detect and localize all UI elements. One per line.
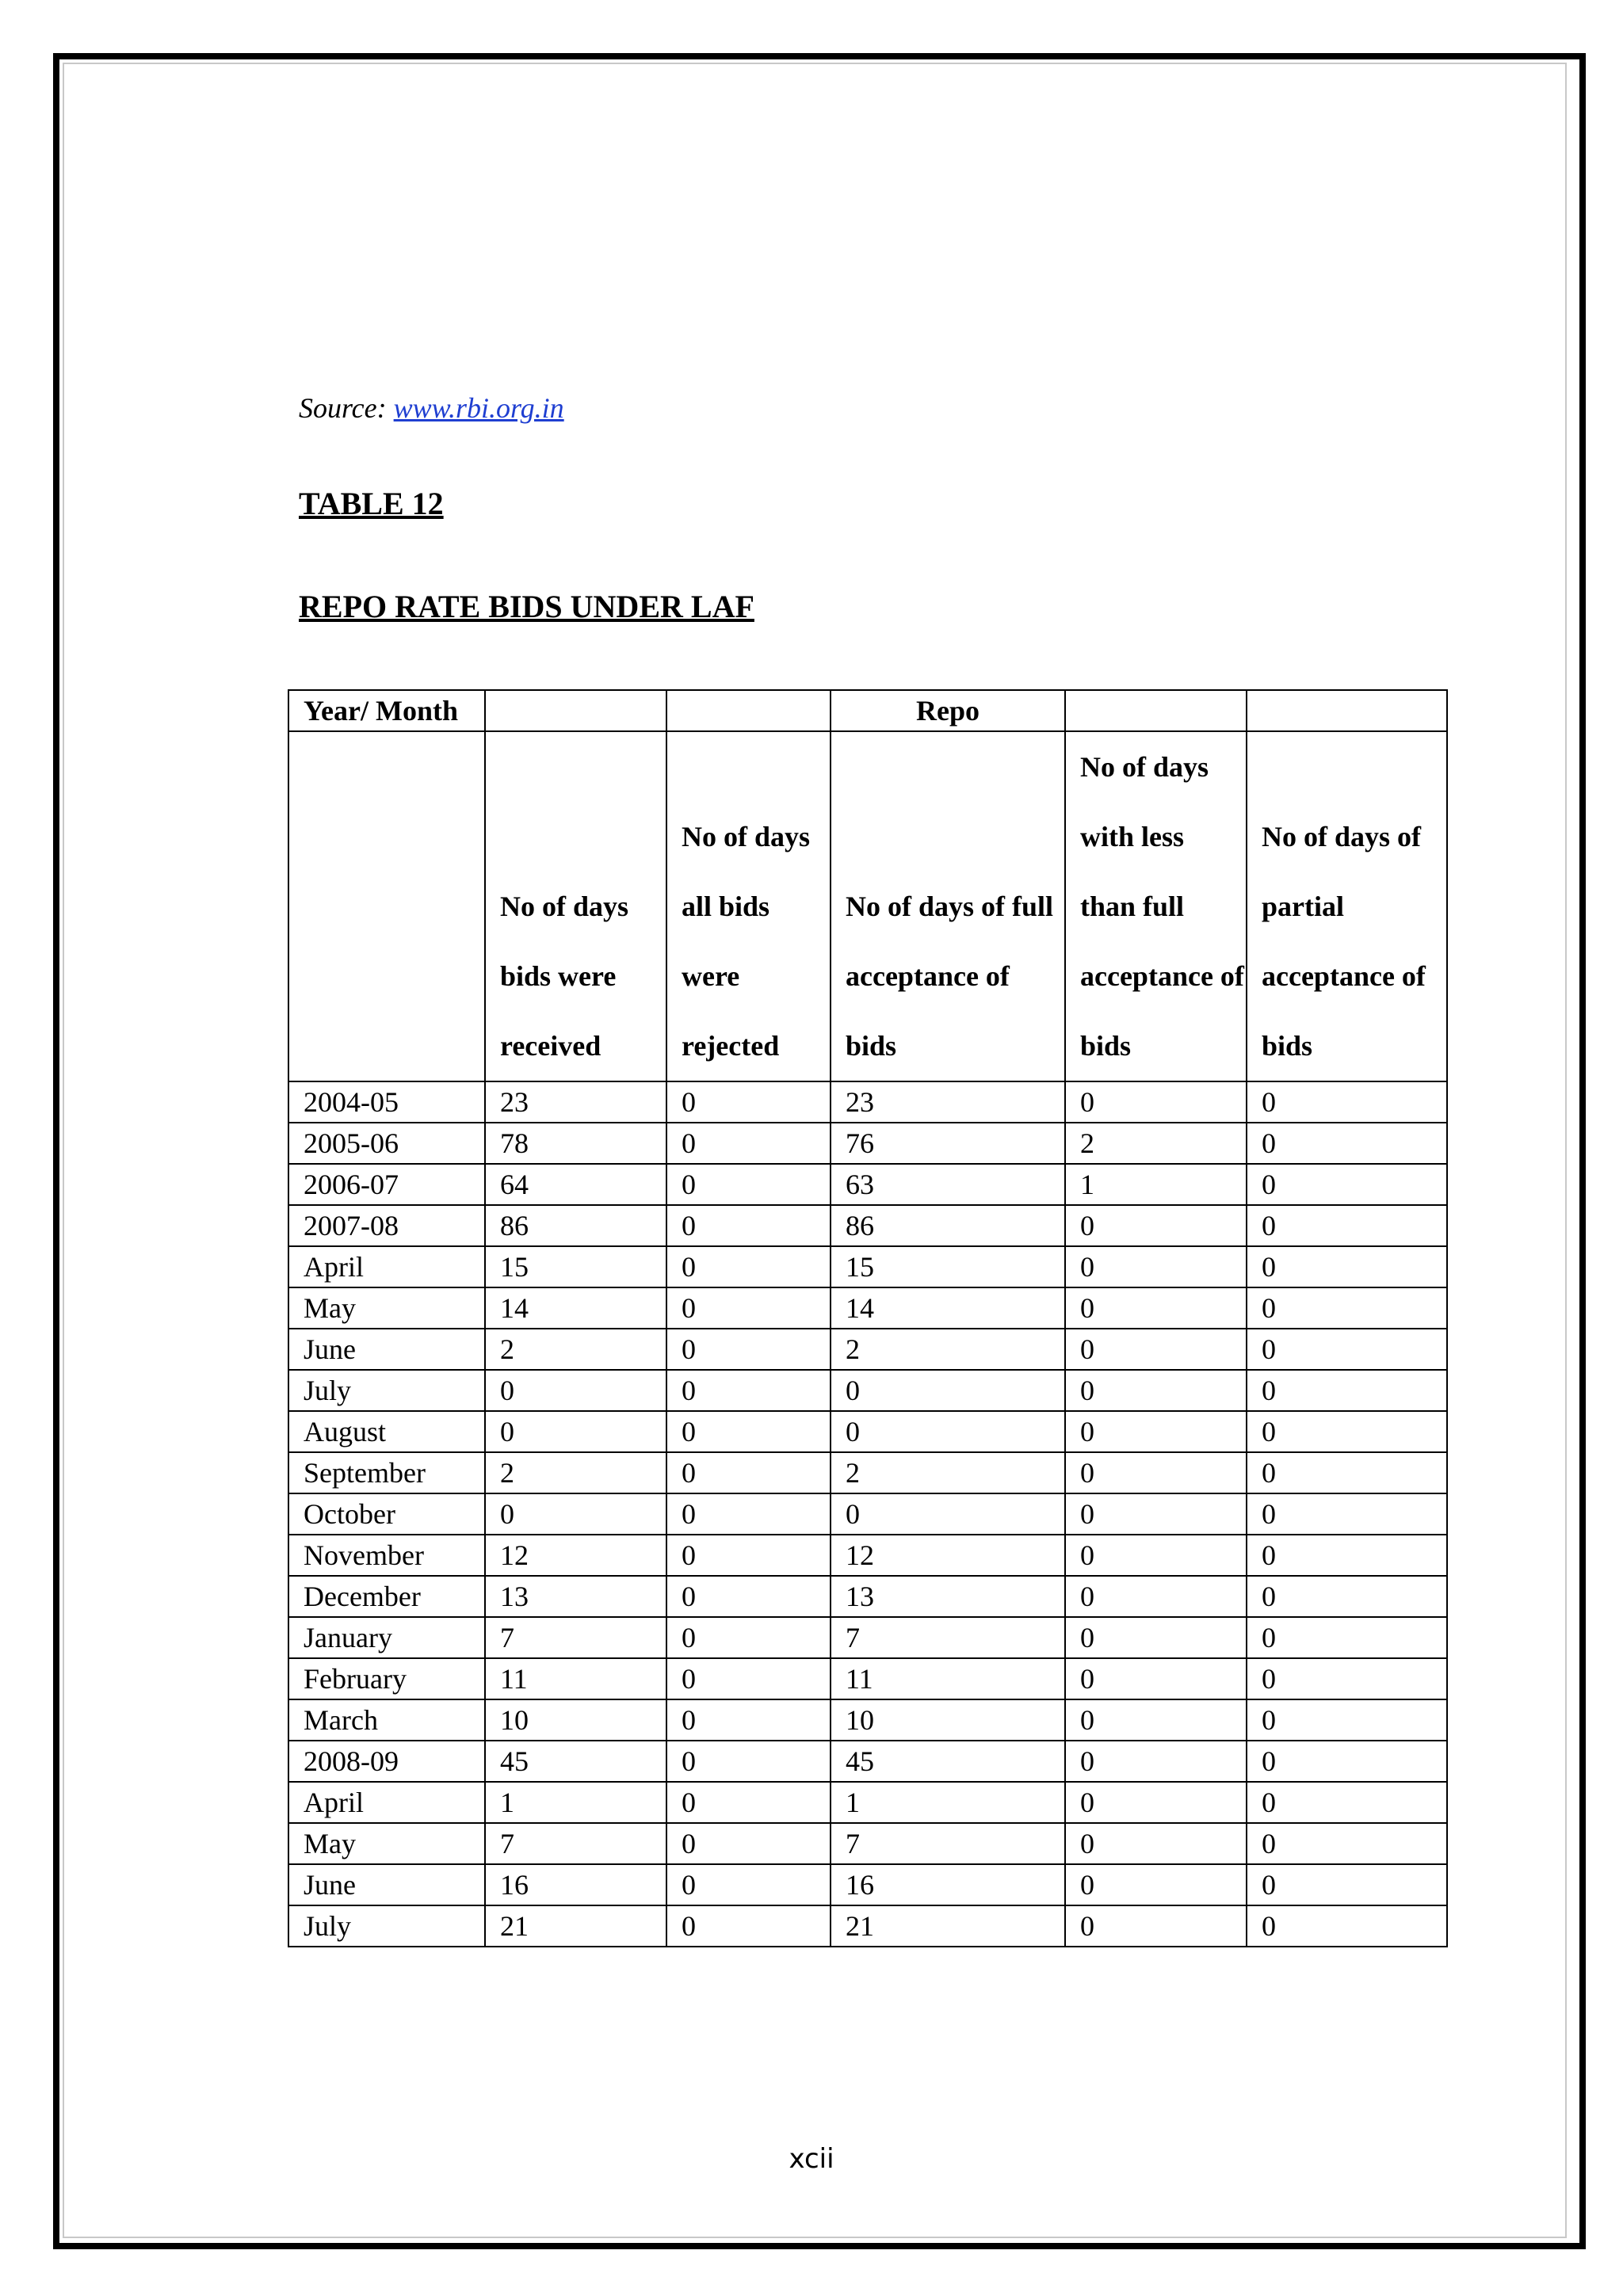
value-cell: 1 — [831, 1782, 1065, 1823]
period-cell: July — [288, 1905, 485, 1947]
table-row — [288, 1287, 1447, 1329]
value-cell: 2 — [485, 1329, 666, 1370]
value-cell: 0 — [666, 1329, 831, 1370]
period-cell: July — [288, 1370, 485, 1411]
value-cell: 45 — [831, 1741, 1065, 1782]
period-cell: 2006-07 — [288, 1164, 485, 1205]
period-cell: December — [288, 1576, 485, 1617]
header-row — [288, 690, 1447, 731]
value-cell: 86 — [831, 1205, 1065, 1246]
value-cell: 16 — [485, 1864, 666, 1905]
period-cell: June — [288, 1329, 485, 1370]
period-cell: April — [288, 1782, 485, 1823]
period-cell: March — [288, 1699, 485, 1741]
value-cell: 0 — [666, 1164, 831, 1205]
table-row — [288, 1329, 1447, 1370]
value-cell: 0 — [1065, 1535, 1247, 1576]
source-line — [299, 391, 564, 425]
value-cell: 0 — [666, 1535, 831, 1576]
table-row — [288, 1535, 1447, 1576]
column-header-row — [288, 731, 1447, 1081]
header-cell — [1247, 690, 1447, 731]
value-cell: 0 — [1247, 1741, 1447, 1782]
value-cell: 0 — [666, 1370, 831, 1411]
value-cell: 45 — [485, 1741, 666, 1782]
period-cell: 2007-08 — [288, 1205, 485, 1246]
period-cell: April — [288, 1246, 485, 1287]
header-cell: Repo — [831, 690, 1065, 731]
value-cell: 0 — [1247, 1823, 1447, 1864]
value-cell: 0 — [1247, 1782, 1447, 1823]
value-cell: 0 — [1065, 1205, 1247, 1246]
value-cell: 0 — [1247, 1205, 1447, 1246]
value-cell: 0 — [1065, 1905, 1247, 1947]
value-cell: 0 — [666, 1287, 831, 1329]
column-header: No of days of full acceptance of bids — [831, 731, 1065, 1081]
column-header: No of days of partial acceptance of bids — [1247, 731, 1447, 1081]
value-cell: 2 — [485, 1452, 666, 1493]
value-cell: 12 — [485, 1535, 666, 1576]
value-cell: 7 — [831, 1617, 1065, 1658]
value-cell: 0 — [1247, 1452, 1447, 1493]
value-cell: 0 — [666, 1205, 831, 1246]
period-cell: 2005-06 — [288, 1123, 485, 1164]
period-cell: January — [288, 1617, 485, 1658]
table-row — [288, 1081, 1447, 1123]
value-cell: 0 — [1247, 1246, 1447, 1287]
table-row — [288, 1741, 1447, 1782]
value-cell: 0 — [1065, 1370, 1247, 1411]
value-cell: 0 — [666, 1864, 831, 1905]
value-cell: 0 — [1247, 1658, 1447, 1699]
value-cell: 0 — [1065, 1823, 1247, 1864]
value-cell: 21 — [485, 1905, 666, 1947]
table-row — [288, 1905, 1447, 1947]
table-row — [288, 1617, 1447, 1658]
period-cell: 2008-09 — [288, 1741, 485, 1782]
value-cell: 11 — [831, 1658, 1065, 1699]
table-row — [288, 1823, 1447, 1864]
value-cell: 0 — [666, 1452, 831, 1493]
header-cell — [1065, 690, 1247, 731]
value-cell: 0 — [485, 1411, 666, 1452]
value-cell: 16 — [831, 1864, 1065, 1905]
value-cell: 0 — [1065, 1699, 1247, 1741]
value-cell: 0 — [1065, 1081, 1247, 1123]
page-number: xcii — [789, 2143, 834, 2175]
value-cell: 0 — [666, 1741, 831, 1782]
period-cell: November — [288, 1535, 485, 1576]
value-cell: 2 — [831, 1452, 1065, 1493]
value-cell: 12 — [831, 1535, 1065, 1576]
value-cell: 0 — [1065, 1741, 1247, 1782]
value-cell: 0 — [1065, 1658, 1247, 1699]
table-row — [288, 1782, 1447, 1823]
value-cell: 0 — [1065, 1329, 1247, 1370]
value-cell: 10 — [831, 1699, 1065, 1741]
value-cell: 0 — [1247, 1123, 1447, 1164]
value-cell: 86 — [485, 1205, 666, 1246]
table-row — [288, 1864, 1447, 1905]
table-row — [288, 1576, 1447, 1617]
table-title: REPO RATE BIDS UNDER LAF — [299, 589, 754, 624]
header-cell — [666, 690, 831, 731]
value-cell: 0 — [1065, 1864, 1247, 1905]
value-cell: 0 — [1065, 1493, 1247, 1535]
period-cell: September — [288, 1452, 485, 1493]
table-row — [288, 1246, 1447, 1287]
source-label: Source: — [299, 392, 387, 424]
value-cell: 0 — [1247, 1617, 1447, 1658]
value-cell: 11 — [485, 1658, 666, 1699]
value-cell: 64 — [485, 1164, 666, 1205]
table-row — [288, 1123, 1447, 1164]
period-cell: 2004-05 — [288, 1081, 485, 1123]
value-cell: 0 — [1247, 1864, 1447, 1905]
value-cell: 0 — [666, 1823, 831, 1864]
value-cell: 78 — [485, 1123, 666, 1164]
value-cell: 63 — [831, 1164, 1065, 1205]
value-cell: 0 — [666, 1576, 831, 1617]
table-row — [288, 1164, 1447, 1205]
value-cell: 0 — [666, 1123, 831, 1164]
value-cell: 13 — [485, 1576, 666, 1617]
column-header: No of days bids were received — [485, 731, 666, 1081]
table-number: TABLE 12 — [299, 486, 444, 521]
source-link[interactable]: www.rbi.org.in — [393, 392, 564, 424]
value-cell: 7 — [485, 1617, 666, 1658]
value-cell: 7 — [485, 1823, 666, 1864]
value-cell: 0 — [1247, 1535, 1447, 1576]
value-cell: 0 — [666, 1411, 831, 1452]
table-row — [288, 1205, 1447, 1246]
table-row — [288, 1370, 1447, 1411]
value-cell: 1 — [485, 1782, 666, 1823]
value-cell: 0 — [1247, 1699, 1447, 1741]
column-header: No of days all bids were rejected — [666, 731, 831, 1081]
value-cell: 13 — [831, 1576, 1065, 1617]
value-cell: 0 — [1065, 1452, 1247, 1493]
value-cell: 7 — [831, 1823, 1065, 1864]
table-row — [288, 1658, 1447, 1699]
value-cell: 0 — [666, 1658, 831, 1699]
column-header: No of days with less than full acceptance of bids — [1065, 731, 1247, 1081]
period-cell: August — [288, 1411, 485, 1452]
value-cell: 1 — [1065, 1164, 1247, 1205]
value-cell: 0 — [831, 1493, 1065, 1535]
value-cell: 76 — [831, 1123, 1065, 1164]
value-cell: 2 — [1065, 1123, 1247, 1164]
header-cell — [485, 690, 666, 731]
column-header — [288, 731, 485, 1081]
value-cell: 0 — [831, 1411, 1065, 1452]
period-cell: June — [288, 1864, 485, 1905]
value-cell: 0 — [1065, 1782, 1247, 1823]
value-cell: 0 — [666, 1905, 831, 1947]
value-cell: 21 — [831, 1905, 1065, 1947]
table-row — [288, 1699, 1447, 1741]
value-cell: 0 — [1247, 1411, 1447, 1452]
table-row — [288, 1493, 1447, 1535]
value-cell: 0 — [1065, 1576, 1247, 1617]
value-cell: 0 — [666, 1617, 831, 1658]
value-cell: 0 — [1247, 1287, 1447, 1329]
value-cell: 0 — [666, 1081, 831, 1123]
period-cell: February — [288, 1658, 485, 1699]
value-cell: 0 — [1065, 1246, 1247, 1287]
value-cell: 2 — [831, 1329, 1065, 1370]
value-cell: 0 — [1065, 1617, 1247, 1658]
value-cell: 0 — [485, 1493, 666, 1535]
repo-bids-table — [288, 689, 1448, 1947]
table-row — [288, 1452, 1447, 1493]
value-cell: 14 — [485, 1287, 666, 1329]
value-cell: 23 — [485, 1081, 666, 1123]
period-cell: October — [288, 1493, 485, 1535]
value-cell: 14 — [831, 1287, 1065, 1329]
value-cell: 23 — [831, 1081, 1065, 1123]
value-cell: 0 — [1247, 1905, 1447, 1947]
value-cell: 0 — [1247, 1493, 1447, 1535]
value-cell: 15 — [831, 1246, 1065, 1287]
header-cell: Year/ Month — [288, 690, 485, 731]
table-row — [288, 1411, 1447, 1452]
value-cell: 10 — [485, 1699, 666, 1741]
value-cell: 0 — [1247, 1164, 1447, 1205]
value-cell: 15 — [485, 1246, 666, 1287]
value-cell: 0 — [666, 1699, 831, 1741]
value-cell: 0 — [1247, 1576, 1447, 1617]
value-cell: 0 — [1247, 1329, 1447, 1370]
value-cell: 0 — [831, 1370, 1065, 1411]
value-cell: 0 — [666, 1493, 831, 1535]
value-cell: 0 — [1065, 1411, 1247, 1452]
value-cell: 0 — [485, 1370, 666, 1411]
period-cell: May — [288, 1287, 485, 1329]
value-cell: 0 — [1247, 1370, 1447, 1411]
value-cell: 0 — [1065, 1287, 1247, 1329]
value-cell: 0 — [1247, 1081, 1447, 1123]
period-cell: May — [288, 1823, 485, 1864]
value-cell: 0 — [666, 1782, 831, 1823]
value-cell: 0 — [666, 1246, 831, 1287]
